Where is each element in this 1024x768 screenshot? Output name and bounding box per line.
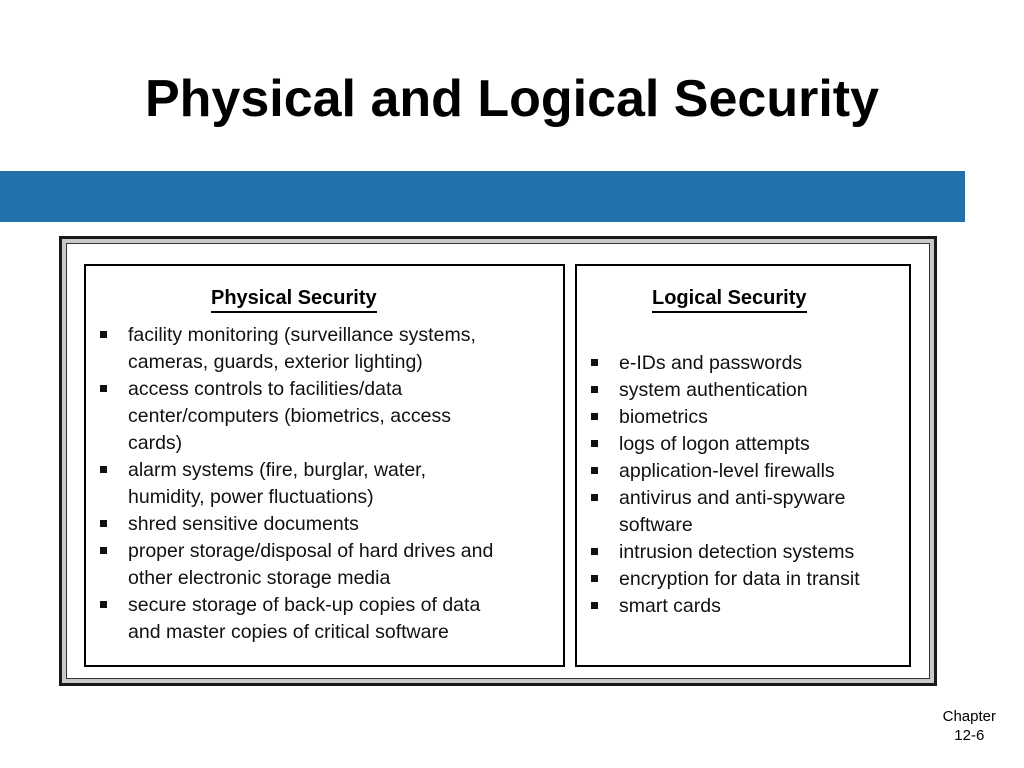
figure-inner — [66, 243, 930, 679]
physical-security-list — [98, 322, 558, 646]
list-item-text: intrusion detection systems — [619, 541, 855, 563]
list-item-text: facility monitoring (surveillance systems, cameras, guards, exterior lighting) — [128, 324, 476, 373]
bullet-square-icon — [591, 548, 598, 555]
list-item-text: proper storage/disposal of hard drives and other electronic storage media — [128, 540, 494, 589]
list-item — [589, 485, 907, 539]
list-item — [98, 322, 558, 376]
list-item-text: encryption for data in transit — [619, 568, 860, 590]
list-item-text: antivirus and anti-spyware software — [619, 487, 846, 536]
bullet-square-icon — [100, 520, 107, 527]
list-item — [589, 431, 907, 458]
slide-title: Physical and Logical Security — [144, 70, 880, 128]
list-item — [589, 566, 907, 593]
list-item-text: smart cards — [619, 595, 721, 617]
bullet-square-icon — [591, 359, 598, 366]
chapter-label: Chapter 12-6 — [942, 708, 996, 744]
list-item-text: alarm systems (fire, burglar, water, humidity, power fluctuations) — [128, 459, 427, 508]
figure-frame — [59, 236, 937, 686]
list-item — [98, 457, 558, 511]
list-item — [589, 350, 907, 377]
bullet-square-icon — [100, 466, 107, 473]
list-item — [589, 404, 907, 431]
list-item-text: e-IDs and passwords — [619, 352, 803, 374]
list-item-text: logs of logon attempts — [619, 433, 810, 455]
bullet-square-icon — [100, 331, 107, 338]
list-item-text: access controls to facilities/data center/computers (biometrics, access cards) — [128, 378, 451, 454]
list-item — [589, 593, 907, 620]
list-item — [98, 592, 558, 646]
bullet-square-icon — [591, 386, 598, 393]
list-item — [98, 376, 558, 457]
list-item — [589, 377, 907, 404]
list-item-text: system authentication — [619, 379, 808, 401]
list-item — [589, 539, 907, 566]
logical-security-panel — [575, 264, 911, 667]
list-item-text: secure storage of back-up copies of data and master copies of critical software — [128, 594, 481, 643]
physical-security-heading: Physical Security — [211, 286, 377, 313]
logical-security-heading: Logical Security — [652, 286, 807, 313]
list-item — [589, 458, 907, 485]
bullet-square-icon — [591, 575, 598, 582]
accent-bar — [0, 171, 965, 222]
bullet-square-icon — [100, 385, 107, 392]
list-item-text: biometrics — [619, 406, 708, 428]
bullet-square-icon — [100, 547, 107, 554]
bullet-square-icon — [100, 601, 107, 608]
physical-security-panel — [84, 264, 565, 667]
list-item-text: shred sensitive documents — [128, 513, 359, 535]
bullet-square-icon — [591, 467, 598, 474]
bullet-square-icon — [591, 494, 598, 501]
list-item — [98, 511, 558, 538]
bullet-square-icon — [591, 602, 598, 609]
logical-security-list — [589, 350, 907, 620]
bullet-square-icon — [591, 413, 598, 420]
bullet-square-icon — [591, 440, 598, 447]
list-item-text: application-level firewalls — [619, 460, 835, 482]
list-item — [98, 538, 558, 592]
